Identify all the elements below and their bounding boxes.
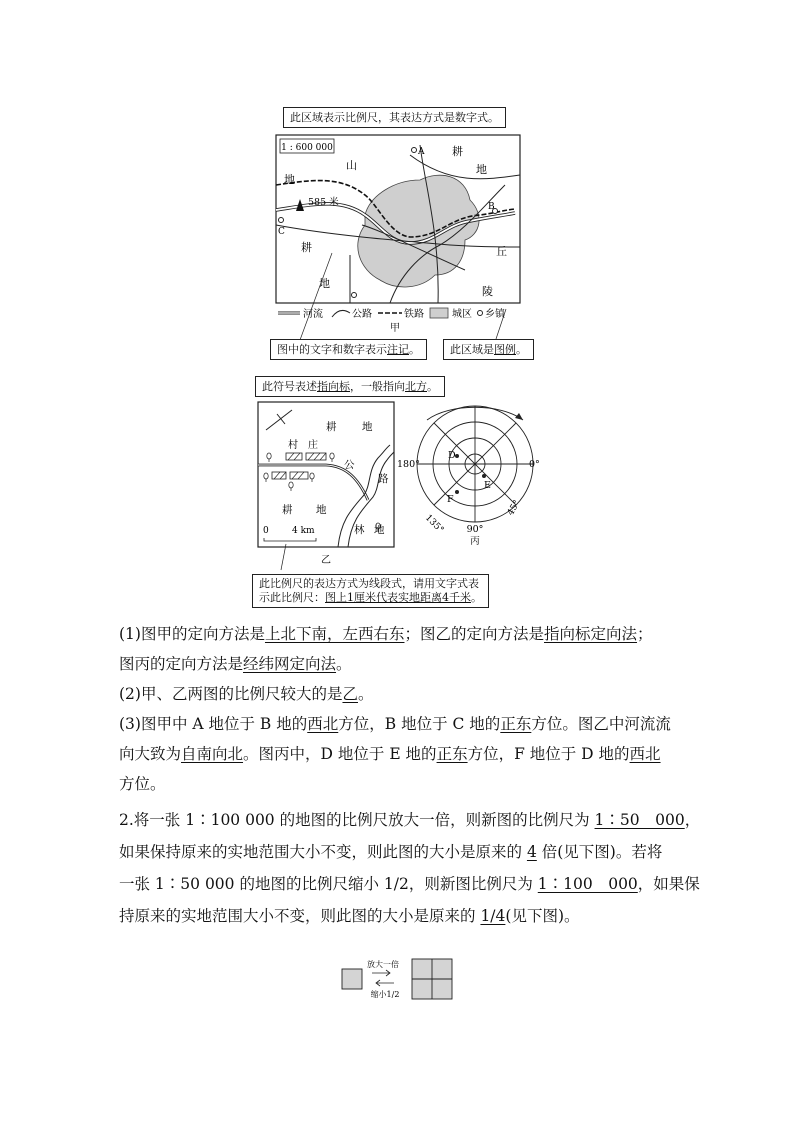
map-yi xyxy=(256,400,398,575)
svg-text:山: 山 xyxy=(346,159,357,172)
caption-bing: 丙 xyxy=(470,536,480,547)
svg-text:乡镇: 乡镇 xyxy=(485,309,505,320)
svg-text:0: 0 xyxy=(263,526,269,536)
svg-text:B: B xyxy=(488,202,495,212)
svg-text:45°: 45° xyxy=(505,498,523,518)
svg-text:地: 地 xyxy=(362,421,373,433)
svg-text:90°: 90° xyxy=(466,524,484,535)
svg-text:林: 林 xyxy=(354,524,365,536)
svg-text:耕: 耕 xyxy=(301,241,312,254)
svg-text:铁路: 铁路 xyxy=(404,309,424,320)
peak-label: 585 米 xyxy=(308,197,339,208)
svg-text:公路: 公路 xyxy=(352,309,372,320)
scale-box-text: 1 : 600 000 xyxy=(281,143,333,153)
svg-text:公: 公 xyxy=(344,459,355,471)
callout-north-arrow: 此符号表述指向标，一般指向北方。 xyxy=(255,376,445,397)
svg-text:耕: 耕 xyxy=(326,421,337,433)
svg-text:A: A xyxy=(418,147,425,157)
callout-scale-numeric: 此区域表示比例尺，其表达方式是数字式。 xyxy=(283,107,506,128)
svg-text:庄: 庄 xyxy=(308,440,318,451)
question-2-text: 2.将一张 1∶100 000 的地图的比例尺放大一倍，则新图的比例尺为 1∶50 000， 如果保持原来的实地范围大小不变，则此图的大小是原来的 4 倍(见下图)。若将 一张 1∶50 000 的地图的比例尺缩小 1/2，则新图比例尺为 1∶100 000，如果保 持原来的实地范围大小不变，则此图的大小是原来的 1/4(见下图)。 xyxy=(119,811,701,925)
svg-text:0°: 0° xyxy=(529,459,540,470)
callout-annotation: 图中的文字和数字表示注记。 xyxy=(270,339,427,360)
svg-text:河流: 河流 xyxy=(303,309,323,320)
svg-text:丘: 丘 xyxy=(496,245,507,258)
svg-text:D: D xyxy=(448,450,456,461)
svg-text:地: 地 xyxy=(316,504,327,516)
svg-text:耕: 耕 xyxy=(282,504,293,516)
svg-text:城区: 城区 xyxy=(452,309,472,320)
svg-text:F: F xyxy=(447,494,454,505)
svg-text:缩小1/2: 缩小1/2 xyxy=(370,990,400,999)
svg-text:放大一倍: 放大一倍 xyxy=(367,960,399,969)
answer-text: (1)图甲的定向方法是上北下南，左西右东；图乙的定向方法是指向标定向法； 图丙的定向方法是经纬网定向法。 (2)甲、乙两图的比例尺较大的是乙。 (3)图甲中 A 地位于 B 地的西北方位，B 地位于 C 地的正东方位。图乙中河流流 向大致为自南向北。图丙中，D 地位于 E 地的正东方位，F 地位于 D 地的西北 方位。 xyxy=(119,625,671,793)
svg-text:地: 地 xyxy=(374,524,385,536)
scale-change-figure xyxy=(340,955,458,1005)
svg-text:陵: 陵 xyxy=(482,285,493,298)
map-jia xyxy=(270,125,530,365)
svg-text:地: 地 xyxy=(319,277,330,290)
callout-line-scale: 此比例尺的表达方式为线段式，请用文字式表 示此比例尺：图上1厘米代表实地距离4千米。 xyxy=(252,574,489,608)
legend xyxy=(278,307,506,320)
caption-jia: 甲 xyxy=(390,323,400,334)
svg-text:E: E xyxy=(484,480,491,491)
svg-text:地: 地 xyxy=(284,173,295,186)
caption-yi: 乙 xyxy=(321,555,331,566)
callout-legend: 此区域是图例。 xyxy=(443,339,534,360)
svg-text:村: 村 xyxy=(288,440,298,451)
svg-text:C: C xyxy=(278,227,285,237)
svg-text:路: 路 xyxy=(378,473,389,485)
polar-map-bing xyxy=(395,398,555,548)
svg-text:180°: 180° xyxy=(397,459,420,470)
svg-text:135°: 135° xyxy=(422,513,446,536)
svg-text:地: 地 xyxy=(476,163,487,176)
svg-text:4 km: 4 km xyxy=(292,526,315,536)
svg-text:耕: 耕 xyxy=(452,145,463,158)
